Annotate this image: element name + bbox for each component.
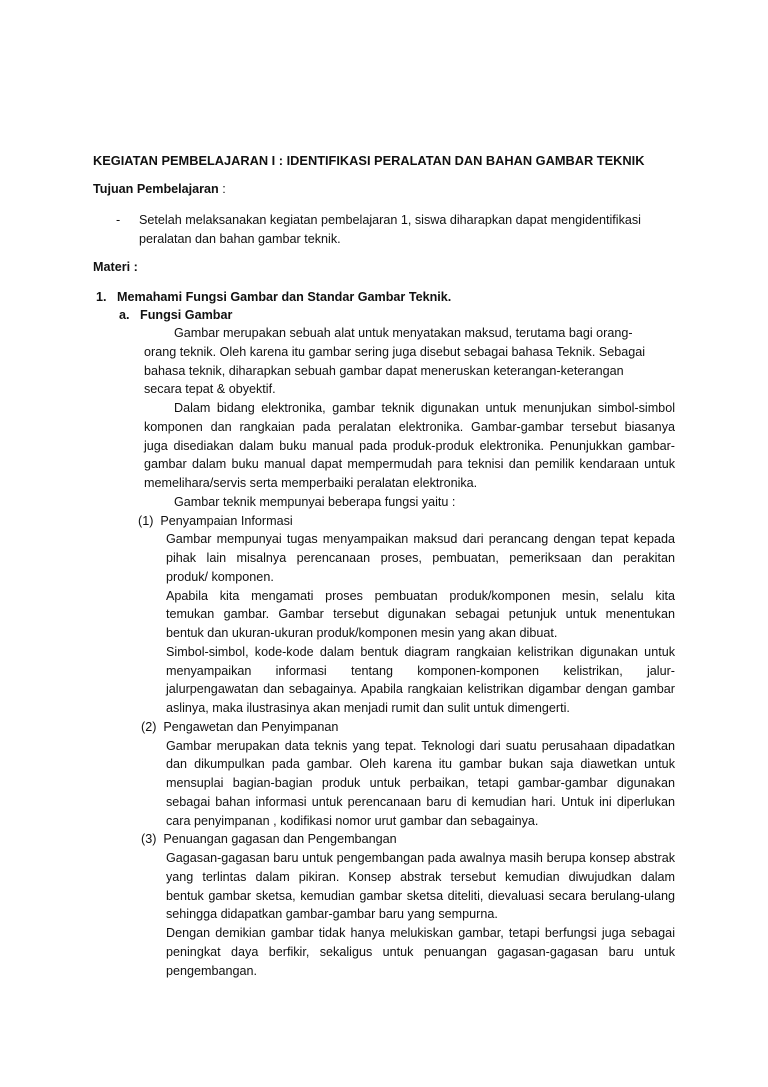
list-item-heading: (1) Penyampaian Informasi: [138, 514, 293, 528]
list-item-line: produk/ komponen.: [166, 570, 274, 584]
paragraph-line: secara tepat & obyektif.: [144, 382, 276, 396]
paragraph-line: orang teknik. Oleh karena itu gambar sering juga disebut sebagai bahasa Teknik. Sebagai: [144, 345, 646, 359]
paragraph-line: memelihara/servis serta memperbaiki peralatan elektronika.: [144, 476, 478, 490]
list-item-line: Simbol-simbol, kode-kode dalam bentuk diagram rangkaian kelistrikan digunakan untuk: [166, 645, 675, 659]
paragraph-line: komponen dan rangkaian pada peralatan elektronika. Gambar-gambar tersebut biasanya: [144, 420, 675, 434]
paragraph-line: Gambar merupakan sebuah alat untuk menyatakan maksud, terutama bagi orang-: [174, 326, 633, 340]
paragraph-line: Dalam bidang elektronika, gambar teknik digunakan untuk menunjukan simbol-simbol: [174, 401, 675, 415]
section-heading: 1. Memahami Fungsi Gambar dan Standar Gambar Teknik.: [96, 290, 452, 304]
list-item-line: sehingga didapatkan gambar-gambar baru yang sempurna.: [166, 907, 498, 921]
subsection-heading: a. Fungsi Gambar: [119, 308, 233, 322]
list-item-line: sebagai bahan informasi untuk perencanaan baru di kemudian hari. Untuk ini diperlukan: [166, 795, 675, 809]
tujuan-label: Tujuan Pembelajaran: [93, 182, 219, 196]
list-item-line: yang terlintas dalam pikiran. Konsep abstrak tersebut kemudian diwujudkan dalam: [166, 870, 675, 884]
paragraph-line: gambar dalam buku manual dapat mempermudah para teknisi dan pemilik kendaraan untuk: [144, 457, 675, 471]
list-item-line: Gagasan-gagasan baru untuk pengembangan pada awalnya masih berupa konsep abstrak: [166, 851, 675, 865]
list-item-line: bentuk gambar sketsa, kemudian gambar sketsa diteliti, dievaluasi secara berulang-ulang: [166, 889, 675, 903]
paragraph-line: bahasa teknik, diharapkan sebuah gambar dapat meneruskan keterangan-keterangan: [144, 364, 624, 378]
materi-heading: Materi :: [93, 260, 138, 274]
tujuan-heading: [93, 180, 226, 199]
list-item-line: dan dikumpulkan pada gambar. Oleh karena itu gambar bukan saja diawetkan untuk: [166, 757, 675, 771]
document-title: KEGIATAN PEMBELAJARAN I : IDENTIFIKASI PERALATAN DAN BAHAN GAMBAR TEKNIK: [93, 153, 645, 168]
list-item-line: pihak lain misalnya perencanaan proses, pembuatan, pemeriksaan dan perakitan: [166, 551, 675, 565]
list-item-line: menyampaikan informasi tentang komponen-komponen kelistrikan, jalur-: [166, 664, 675, 678]
list-item-line: bentuk dan ukuran-ukuran produk/komponen mesin yang akan dibuat.: [166, 626, 558, 640]
list-item-line: temukan gambar. Gambar tersebut digunakan sebagai petunjuk untuk menentukan: [166, 607, 675, 621]
list-item-line: jalurpengawatan dan sebagainya. Apabila rangkaian kelistrikan digambar dengan gambar: [166, 682, 675, 696]
list-item-line: Gambar merupakan data teknis yang tepat. Teknologi dari suatu perusahaan dipadatkan: [166, 739, 675, 753]
list-item-line: Gambar mempunyai tugas menyampaikan maksud dari perancang dengan tepat kepada: [166, 532, 675, 546]
list-item-line: Apabila kita mengamati proses pembuatan produk/komponen mesin, selalu kita: [166, 589, 675, 603]
list-item-line: mensuplai bagian-bagian produk untuk perbaikan, tetapi gambar-gambar digunakan: [166, 776, 675, 790]
list-item-line: Dengan demikian gambar tidak hanya melukiskan gambar, tetapi berfungsi juga sebagai: [166, 926, 675, 940]
tujuan-line: Setelah melaksanakan kegiatan pembelajaran 1, siswa diharapkan dapat mengidentifikasi: [139, 213, 641, 227]
list-item-line: cara penyimpanan , kodifikasi nomor urut gambar dan sebagainya.: [166, 814, 539, 828]
paragraph-line: Gambar teknik mempunyai beberapa fungsi yaitu :: [174, 495, 456, 509]
tujuan-line: peralatan dan bahan gambar teknik.: [139, 232, 341, 246]
list-item-line: pengembangan.: [166, 964, 258, 978]
tujuan-bullet: -: [116, 213, 121, 227]
list-item-heading: (3) Penuangan gagasan dan Pengembangan: [141, 832, 397, 846]
list-item-line: aslinya, maka ilustrasinya akan menjadi rumit dan sulit untuk dimengerti.: [166, 701, 570, 715]
tujuan-colon: :: [218, 182, 226, 196]
list-item-heading: (2) Pengawetan dan Penyimpanan: [141, 720, 339, 734]
paragraph-line: juga disediakan dalam buku manual pada produk-produk elektronika. Penunjukkan gambar-: [144, 439, 675, 453]
list-item-line: peningkat daya berfikir, sekaligus untuk penuangan gagasan-gagasan baru untuk: [166, 945, 675, 959]
